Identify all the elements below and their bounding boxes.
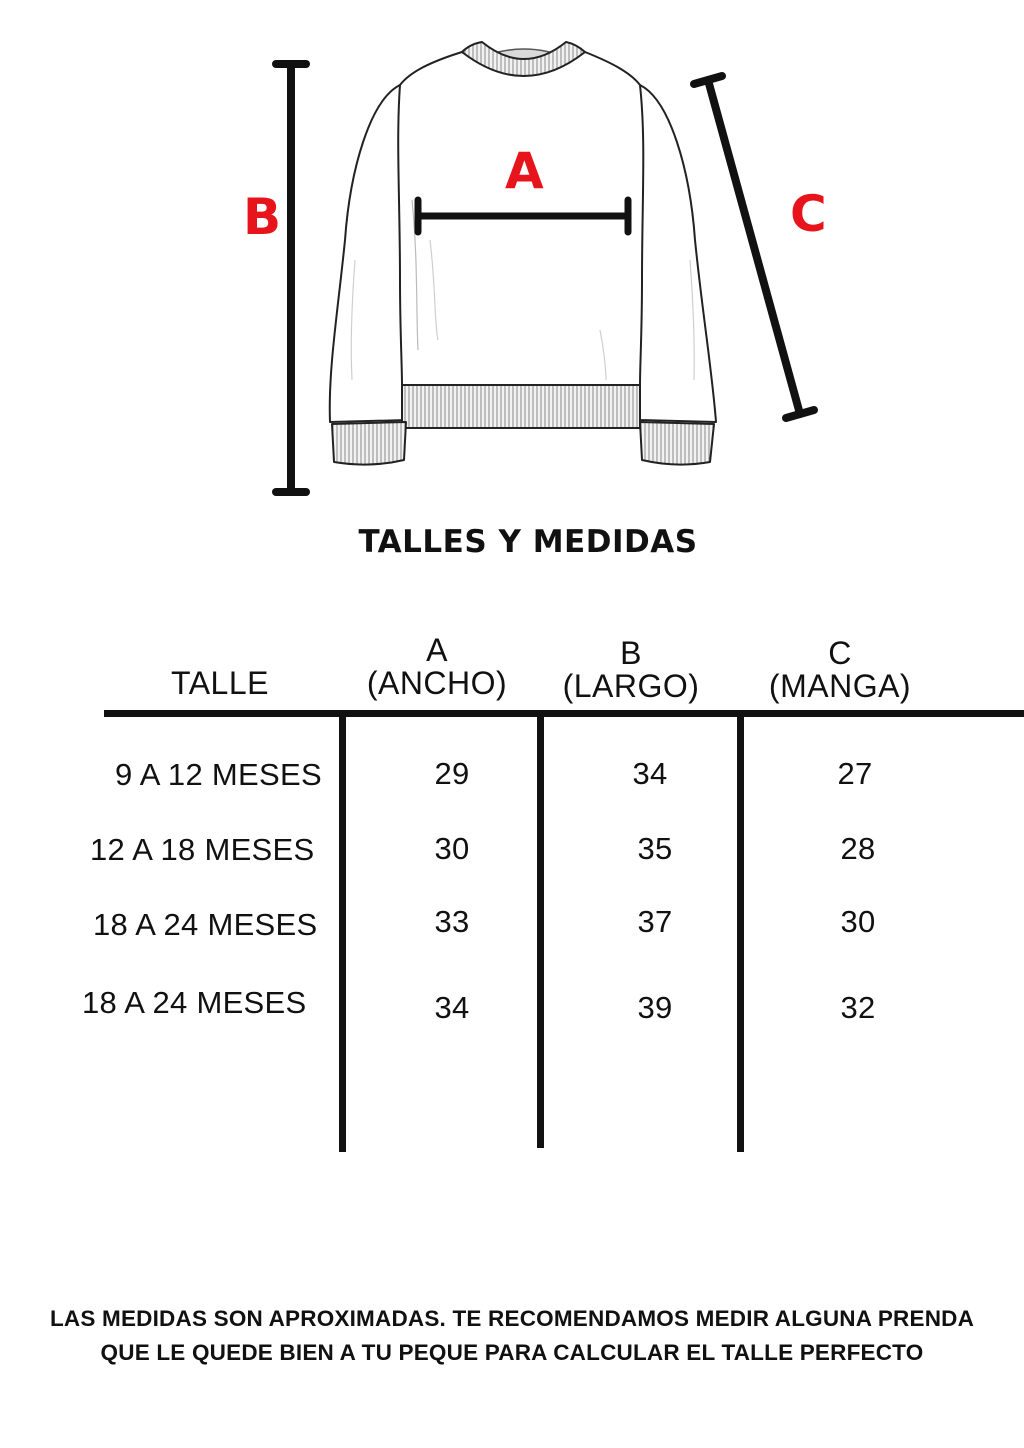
table-cell-a: 29 [434,756,470,791]
table-cell-c: 30 [840,904,876,939]
header-b-label: (LARGO) [562,668,700,704]
header-c-label: (MANGA) [768,668,912,704]
table-cell-c: 32 [840,990,876,1025]
measurement-note-line: QUE LE QUEDE BIEN A TU PEQUE PARA CALCULAR EL TALLE PERFECTO [100,1340,924,1365]
table-cell-talle: 18 A 24 MESES [82,985,307,1020]
header-a-letter: A [426,632,448,668]
header-b [546,637,716,703]
table-cell-talle: 9 A 12 MESES [115,757,322,792]
header-talle [150,667,290,700]
header-b-letter: B [620,635,642,671]
measure-bar-b [276,64,306,492]
table-cell-a: 33 [434,904,470,939]
table-header-rule [104,710,1024,717]
table-column-divider [537,716,544,1148]
table-cell-c: 27 [837,756,873,791]
measure-label-c: C [790,185,827,243]
table-cell-b: 37 [637,904,673,939]
measurement-note-line: LAS MEDIDAS SON APROXIMADAS. TE RECOMENDAMOS MEDIR ALGUNA PRENDA [49,1306,975,1331]
table-cell-a: 30 [434,831,470,866]
measure-bar-c [694,76,814,418]
table-column-divider [737,716,744,1152]
measure-label-b: B [243,188,282,246]
header-a-label: (ANCHO) [366,665,508,701]
header-a [352,634,522,700]
measure-label-a: A [505,142,544,200]
table-column-divider [339,716,346,1152]
table-cell-b: 34 [632,756,668,791]
table-cell-b: 35 [637,831,673,866]
header-c [755,637,925,703]
sweatshirt-outline-icon [330,42,716,465]
table-cell-talle: 12 A 18 MESES [90,832,315,867]
header-c-letter: C [828,635,852,671]
sweatshirt-diagram [0,0,1024,500]
table-cell-b: 39 [637,990,673,1025]
measurement-note [0,1302,1024,1370]
table-cell-c: 28 [840,831,876,866]
table-cell-a: 34 [434,990,470,1025]
page-title: TALLES Y MEDIDAS [358,524,698,560]
table-cell-talle: 18 A 24 MESES [93,907,318,942]
header-talle-label: TALLE [171,665,269,701]
